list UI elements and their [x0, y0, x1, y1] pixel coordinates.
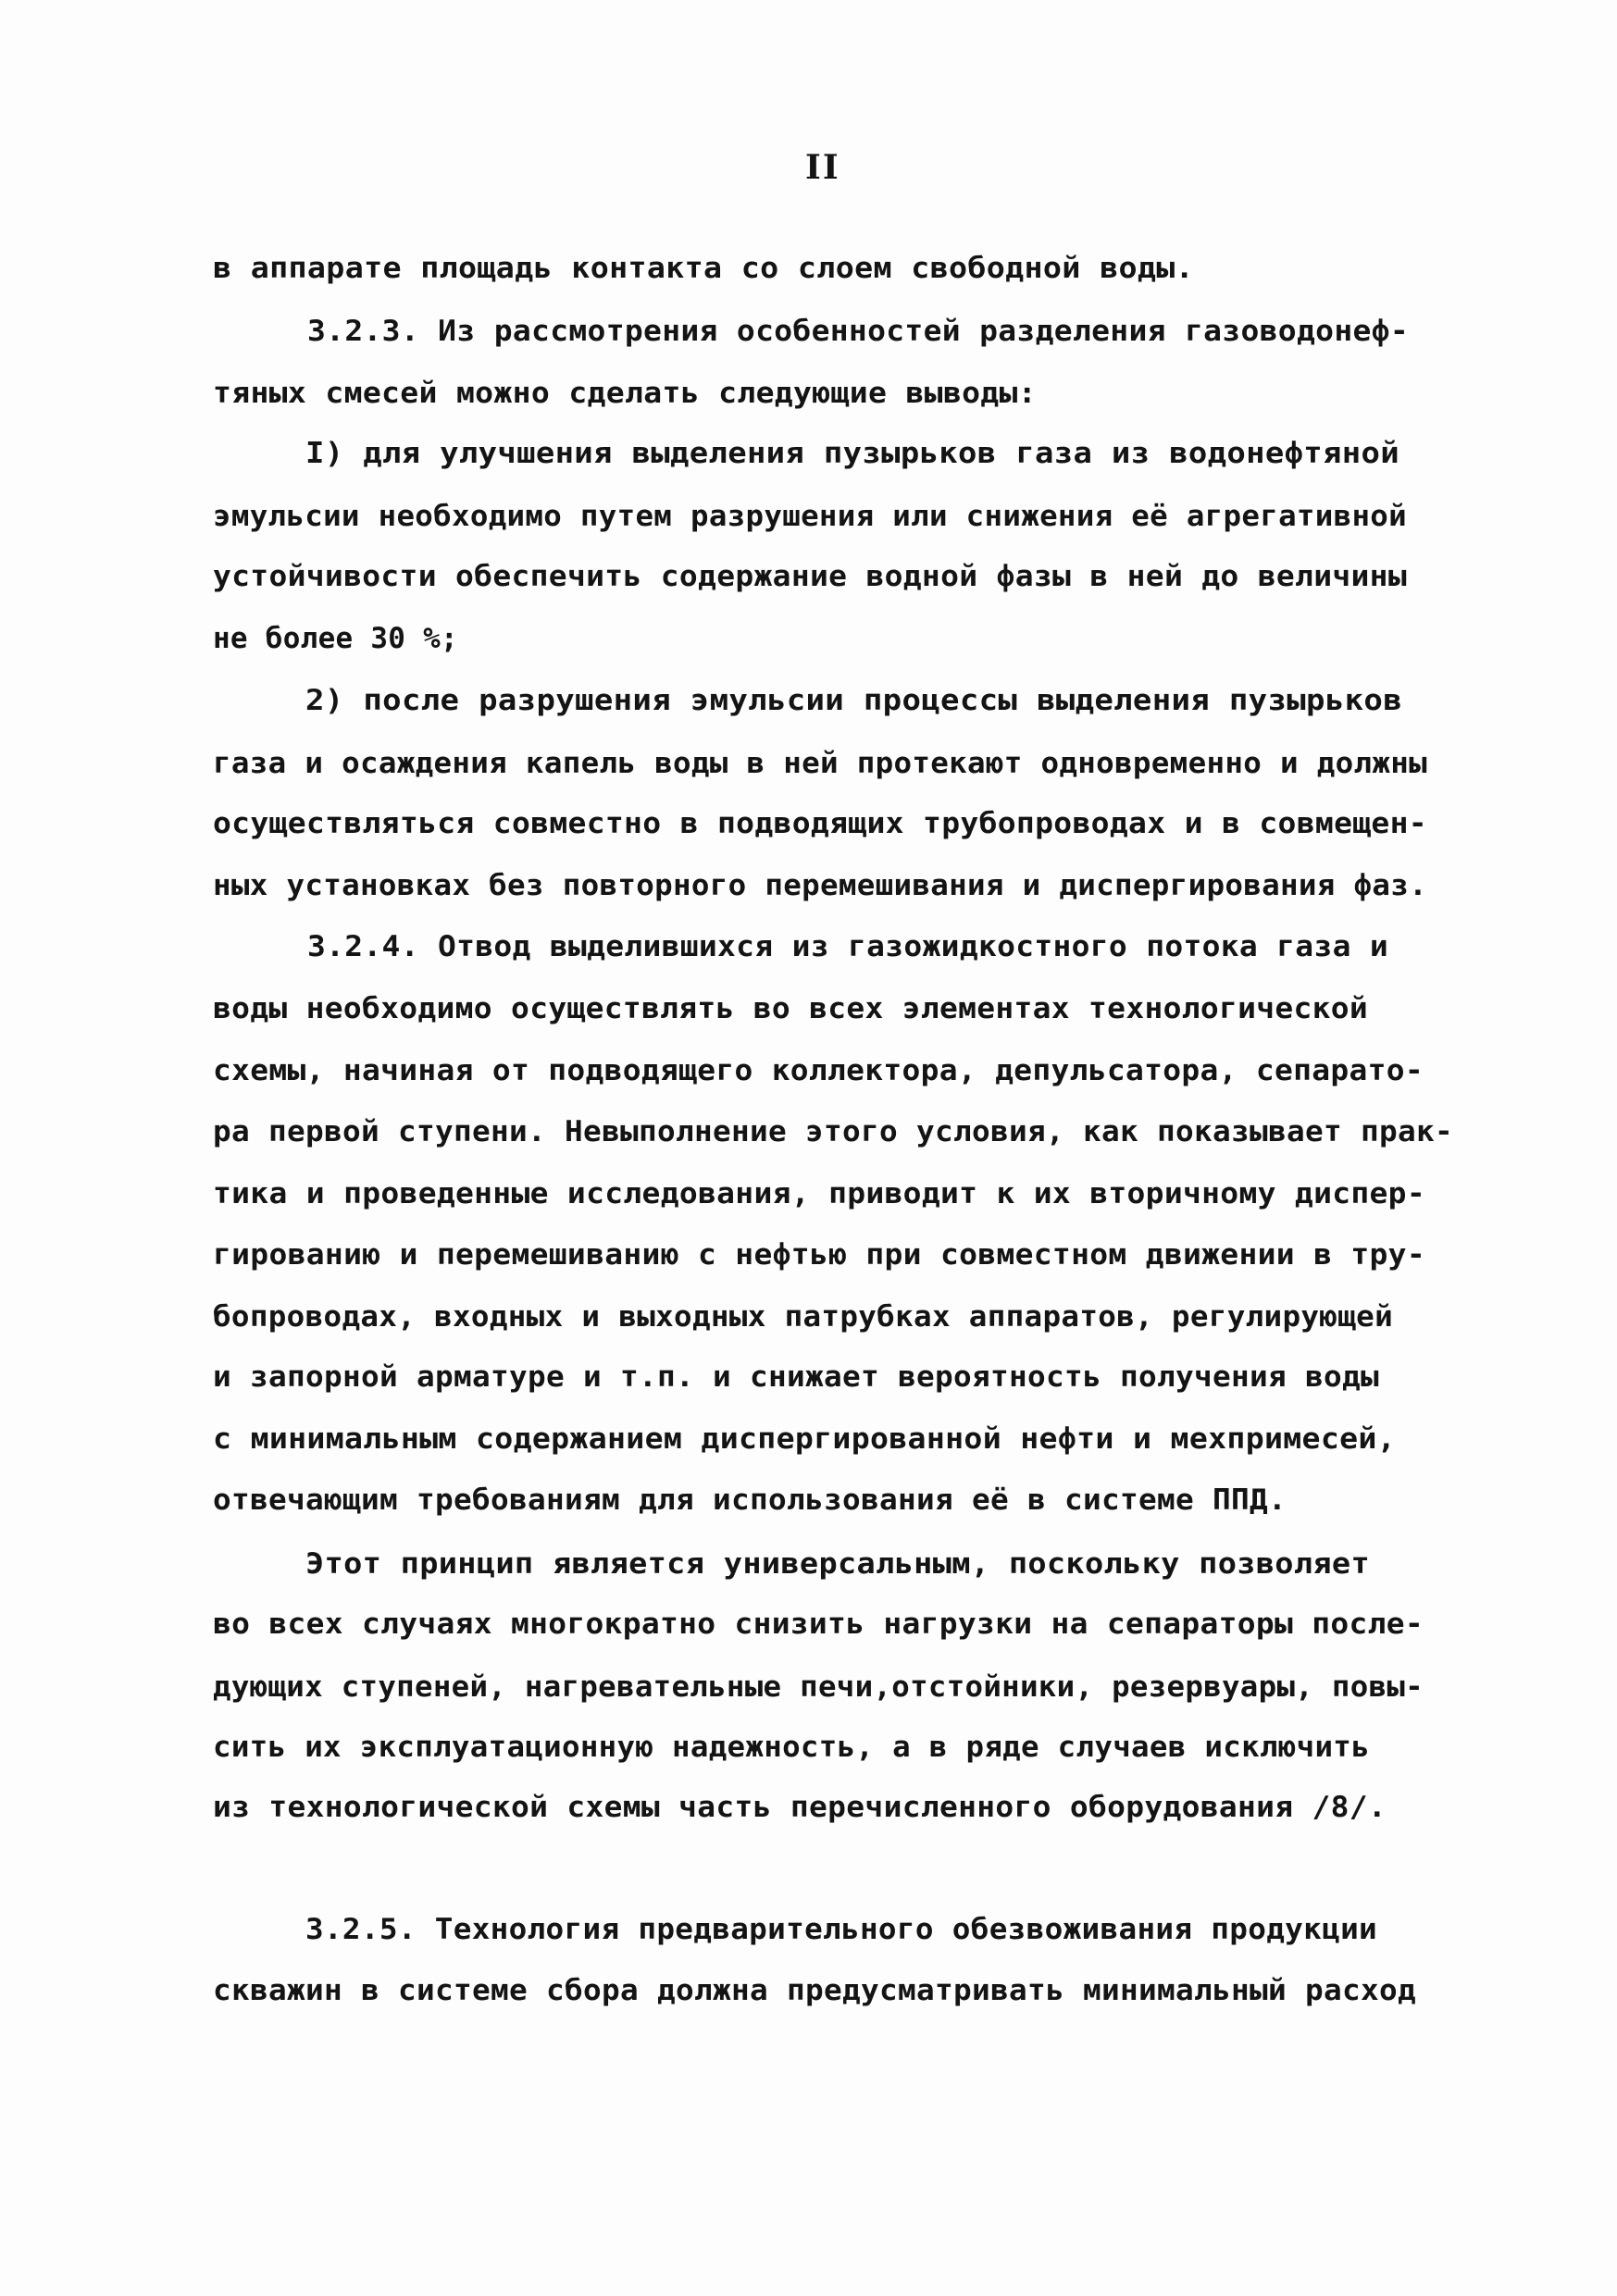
text-line: газа и осаждения капель воды в ней протекают одновременно и должны	[213, 747, 1428, 780]
text-line: во всех случаях многократно снизить нагрузки на сепараторы после-	[213, 1607, 1424, 1641]
text-line: из технологической схемы часть перечисленного оборудования /8/.	[213, 1791, 1387, 1824]
text-line: сить их эксплуатационную надежность, а в ряде случаев исключить	[213, 1731, 1370, 1764]
text-line: бопроводах, входных и выходных патрубках аппаратов, регулирующей	[213, 1300, 1393, 1334]
text-line: отвечающим требованиям для использования её в системе ППД.	[213, 1483, 1287, 1517]
text-line: не более 30 %;	[213, 622, 458, 655]
text-line: I) для улучшения выделения пузырьков газа из водонефтяной	[305, 437, 1399, 470]
text-line: в аппарате площадь контакта со слоем свободной воды.	[213, 252, 1194, 285]
text-line: осуществляться совместно в подводящих трубопроводах и в совмещен-	[213, 807, 1427, 840]
text-line: устойчивости обеспечить содержание водной фазы в ней до величины	[213, 560, 1407, 593]
text-line: тика и проведенные исследования, приводит к их вторичному диспер-	[213, 1177, 1425, 1210]
text-line: 3.2.4. Отвод выделившихся из газожидкостного потока газа и	[307, 930, 1388, 963]
text-line: ных установках без повторного перемешивания и диспергирования фаз.	[213, 869, 1428, 902]
text-line: 2) после разрушения эмульсии процессы выделения пузырьков	[305, 684, 1402, 717]
text-line: эмульсии необходимо путем разрушения или снижения её агрегативной	[213, 500, 1407, 533]
text-line: гированию и перемешиванию с нефтью при совместном движении в тру-	[213, 1238, 1425, 1272]
text-line: схемы, начиная от подводящего коллектора, депульсатора, сепарато-	[213, 1054, 1424, 1087]
page-number: II	[805, 148, 840, 187]
text-line: скважин в системе сбора должна предусматривать минимальный расход	[213, 1974, 1416, 2007]
text-line: воды необходимо осуществлять во всех элементах технологической	[213, 992, 1368, 1025]
text-line: 3.2.5. Технология предварительного обезвоживания продукции	[305, 1913, 1377, 1946]
text-line: и запорной арматуре и т.п. и снижает вероятность получения воды	[213, 1360, 1379, 1394]
text-line: дующих ступеней, нагревательные печи,отстойники, резервуары, повы-	[213, 1670, 1424, 1704]
text-line: ра первой ступени. Невыполнение этого условия, как показывает прак-	[213, 1115, 1453, 1148]
text-line: Этот принцип является универсальным, поскольку позволяет	[305, 1547, 1370, 1581]
text-line: 3.2.3. Из рассмотрения особенностей разделения газоводонеф-	[307, 315, 1409, 348]
text-line: с минимальным содержанием диспергированной нефти и мехпримесей,	[213, 1422, 1396, 1456]
text-line: тяных смесей можно сделать следующие выводы:	[213, 377, 1037, 410]
